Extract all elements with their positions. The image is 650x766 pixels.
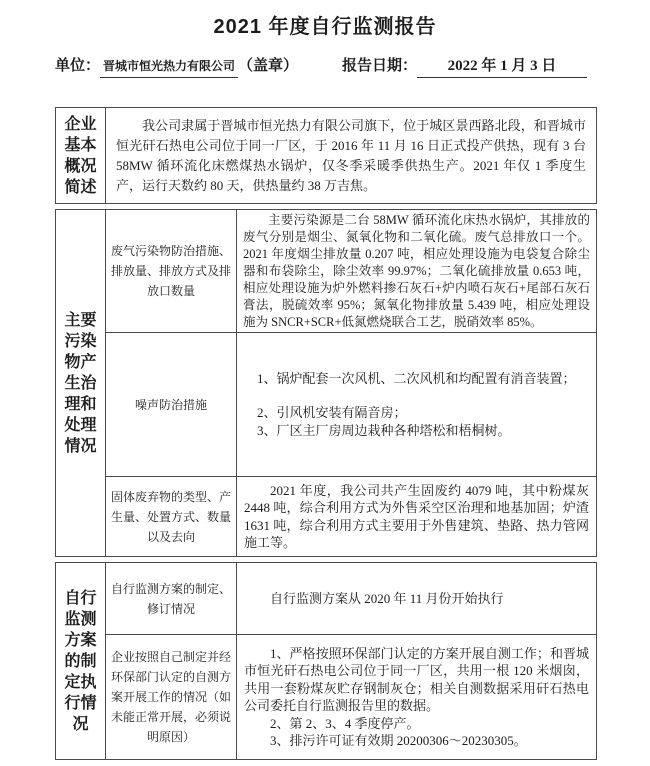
solid-waste-content-cell	[237, 476, 596, 556]
page-title: 2021 年度自行监测报告	[213, 16, 437, 38]
noise-measures-content-cell	[237, 332, 596, 476]
unit-seal-suffix: （盖章）	[238, 58, 299, 74]
report-table	[55, 107, 597, 760]
noise-item-3: 3、厂区主厂房周边栽种各种塔松和梧桐树。	[257, 422, 511, 438]
section-header-label: 主要污染物产生治理和处理情况	[64, 311, 97, 455]
solid-waste-text: 2021 年度，我公司共产生固废约 4079 吨，其中粉煤灰 2448 吨，综合利用方式为外售采空区治理和地基加固；炉渣 1631 吨，综合利用方式主要用于外售建筑、垫路、热力管网施工等。	[244, 482, 589, 550]
noise-item-2: 2、引风机安装有隔音房；	[257, 405, 407, 421]
report-date-value: 2022 年 1 月 3 日	[417, 56, 587, 78]
noise-measures-label: 噪声防治措施	[134, 397, 207, 412]
section-pollutant-treatment	[55, 209, 597, 557]
plan-revision-text: 自行监测方案从 2020 年 11 月份开始执行	[270, 590, 504, 606]
section-pollutant-treatment-header	[56, 210, 106, 556]
plan-revision-label: 自行监测方案的制定、修订情况	[110, 581, 231, 616]
plan-execution-item-2: 2、第 2、3、4 季度停产。	[270, 715, 420, 731]
unit-name: 晋城市恒光热力有限公司	[100, 56, 238, 78]
report-date-label: 报告日期：	[342, 58, 418, 74]
gas-measures-label-cell	[106, 210, 237, 332]
company-overview-content-cell	[106, 108, 596, 203]
section-self-monitoring	[55, 562, 597, 760]
meta-row	[55, 56, 597, 78]
plan-execution-item-3: 3、排污许可证有效期 20200306～20230305。	[270, 733, 527, 748]
gas-measures-text: 主要污染源是二台 58MW 循环流化床热水锅炉，其排放的废气分别是烟尘、氮氧化物和二氧化硫。废气总排放口一个。2021 年度烟尘排放量 0.207 吨，相应处理设施为电袋复合除尘器和布袋除尘，除尘效率 99.97%；二氧化硫排放量 0.653 吨，相应处理设施为炉外燃料掺石灰石+炉内喷石灰石+尾部石灰石膏法，脱硫效率 95%；氮氧化物排放量 5.439 吨，相应处理设施为 SNCR+SCR+低氮燃烧联合工艺，脱硝效率 85%。	[243, 212, 590, 329]
section-company-overview-header	[56, 108, 106, 203]
unit-label: 单位：	[55, 58, 101, 74]
plan-revision-content-cell	[237, 563, 596, 634]
company-overview-text: 我公司隶属于晋城市恒光热力有限公司旗下，位于城区景西路北段，和晋城市恒光矸石热电公司位于同一厂区，于 2016 年 11 月 16 日正式投产供热，现有 3 台 58MW 循环流化床燃煤热水锅炉，仅冬季采暖季供热生产。2021 年仅 1 季度生产，运行天数约 80 天，供热量约 38 万吉焦。	[116, 117, 586, 193]
solid-waste-label-cell	[106, 476, 237, 556]
gas-measures-label: 废气污染物防治措施、排放量、排放方式及排放口数量	[110, 244, 231, 298]
solid-waste-label: 固体废弃物的类型、产生量、处置方式、数量以及去向	[110, 489, 231, 544]
section-company-overview	[55, 107, 597, 204]
plan-execution-item-1: 1、严格按照环保部门认定的方案开展自测工作；和晋城市恒光矸石热电公司位于同一厂区，共用一根 120 米烟囱，共用一套粉煤灰贮存钢制灰仓；相关自测数据采用矸石热电公司委托自行监测报告里的数据。	[244, 645, 589, 713]
gas-measures-content-cell	[237, 210, 596, 332]
plan-execution-label: 企业按照自己制定并经环保部门认定的自测方案开展工作的情况（如未能正常开展，必须说明原因）	[110, 650, 231, 744]
plan-execution-content-cell	[237, 634, 596, 759]
noise-item-1: 1、锅炉配套一次风机、二次风机和均配置有消音装置；	[257, 370, 576, 386]
plan-revision-label-cell	[106, 563, 237, 634]
section-header-label: 企业基本概况简述	[64, 115, 97, 196]
plan-execution-label-cell	[106, 634, 237, 759]
noise-measures-label-cell	[106, 332, 237, 476]
section-header-label: 自行监测方案的制定执行情况	[64, 589, 97, 733]
section-self-monitoring-header	[56, 563, 106, 759]
